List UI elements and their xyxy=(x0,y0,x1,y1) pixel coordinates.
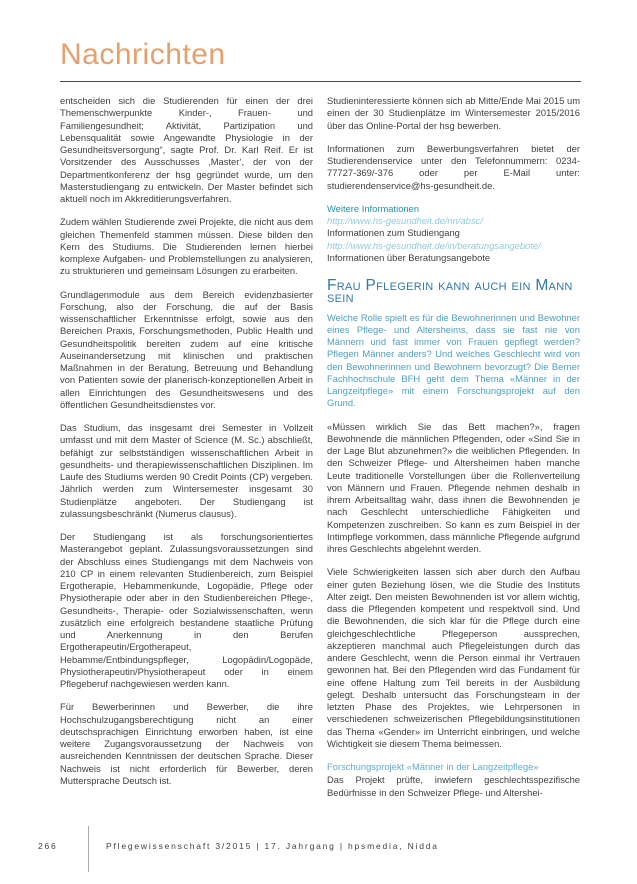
article-paragraph: Studieninteressierte können sich ab Mitte/Ende Mai 2015 um einen der 30 Studienplätze im Wintersemester 2015/2016 über das Online-Portal der hsg bewerben. xyxy=(327,95,580,131)
beratungsangebote-link[interactable]: http://www.hs-gesundheit.de/in/beratungsangebote/ xyxy=(327,239,541,251)
article-paragraph: Grundlagenmodule aus dem Bereich evidenzbasierter Forschung, also der Forschung, die auf der Basis wissenschaftlicher Erkenntnisse erfolgt, sowie aus den Bereichen Praxis, Forschungsmethoden, Public Health und Gesundheitspolitik bereiten zudem auf eine kritische Auseinandersetzung mit klinischen und praktischen Maßnahmen in der Beratung, Betreuung und Behandlung von Patienten sowie der planerisch-konzeptionellen Arbeit in allen Einrichtungen des Gesundheitswesens und des öffentlichen Gesundheitsdienstes vor. xyxy=(60,288,313,410)
article-paragraph: Viele Schwierigkeiten lassen sich aber durch den Aufbau einer guten Beziehung lösen, wie die Studie des Instituts Alter zeigt. Den meisten Bewohnenden ist vor allem wichtig, dass die Pflegenden kompetent und respektvoll sind. Und die Bewohnenden, die sich klar für die Pflege durch eine gleichgeschlechtliche Pflegeperson aussprechen, akzeptieren manchmal auch Pflegeleistungen durch das andere Geschlecht, wenn die Person einmal ihr Vertrauen gewonnen hat. Bei den Pflegenden wird das Fundament für eine offene Haltung zum Teil bereits in der Ausbildung gelegt. Deshalb untersucht das Forschungsteam in der letzten Phase des Projektes, wie Lehrpersonen in verschiedenen schweizerischen Pflegebildungsinstitutionen das Thema «Gender» im Unterricht einbringen, und welche Wichtigkeit sie diesem Thema beimessen. xyxy=(327,566,580,749)
studiengang-link-caption: Informationen zum Studiengang xyxy=(327,227,460,239)
article-heading: Frau Pflegerin kann auch ein Mann sein xyxy=(327,277,573,307)
left-column xyxy=(60,95,313,810)
article-subheading: Forschungsprojekt «Männer in der Langzeitpflege» xyxy=(327,761,539,772)
article-paragraph: Informationen zum Bewerbungsverfahren bietet der Studierendenservice unter den Telefonnummern: 0234-77727-369/-376 oder per E-Mail unter: studierendenservice@hs-gesundheit.de. xyxy=(327,142,580,191)
studiengang-link[interactable]: http://www.hs-gesundheit.de/nn/absc/ xyxy=(327,215,483,226)
page-number: 266 xyxy=(38,841,58,851)
two-column-layout xyxy=(60,95,581,810)
article-lead-paragraph: Welche Rolle spielt es für die Bewohnerinnen und Bewohner eines Pflege- und Altersheims, dass sie fast nie von Männern und fast immer von Frauen gepflegt werden? Pflegen Männer anders? Und welches Geschlecht wird von den Bewohnerinnen und Bewohnern bevorzugt? Die Berner Fachhochschule BFH geht dem Thema «Männer in der Langzeitpflege» mit einem Forschungsprojekt auf den Grund. xyxy=(327,311,580,409)
beratungsangebote-link-caption: Informationen über Beratungsangebote xyxy=(327,251,491,263)
journal-info: Pflegewissenschaft 3/2015 | 17. Jahrgang | hpsmedia, Nidda xyxy=(106,841,439,851)
footer-divider xyxy=(88,826,89,872)
page-title: Nachrichten xyxy=(60,38,226,71)
article-paragraph: «Müssen wirklich Sie das Bett machen?», fragen Bewohnende die männlichen Pflegenden, oder «Sind Sie in der Lage Blut abzunehmen?» die weiblichen Pflegenden. In den Schweizer Pflege- und Altersheimen haben manche Leute traditionelle Vorstellungen über die Rollenverteilung von Männern und Frauen. Pflegende nehmen deshalb in ihrem Arbeitsalltag wahr, dass ihnen die Bewohnenden je nach Geschlecht unterschiedliche Fähigkeiten und Kompetenzen zuschreiben. So kann es zum Beispiel in der Intimpflege vorkommen, dass männliche Pflegende aufgrund ihres Geschlechts abgelehnt werden. xyxy=(327,420,580,554)
title-rule xyxy=(60,81,581,82)
page-footer xyxy=(0,826,637,872)
article-paragraph: Für Bewerberinnen und Bewerber, die ihre Hochschulzugangsberechtigung nicht an einer deutschsprachigen Einrichtung erworben haben, ist eine weitere Zugangsvoraussetzung der Nachweis von ausreichenden Kenntnissen der deutschen Sprache. Dieser Nachweis ist nicht erforderlich für Bewerber, deren Muttersprache Deutsch ist. xyxy=(60,701,313,786)
article-paragraph: entscheiden sich die Studierenden für einen der drei Themenschwerpunkte Kinder-, Frauen- und Familiengesundheit; Aktivität, Partizipation und Lebensqualität sowie Angewandte Physiologie in der Gesundheitsversorgung“, sagte Prof. Dr. Karl Reif. Er ist Vorsitzender des Ausschusses ‚Master‘, der von der Departmentkonferenz der hsg gegründet wurde, um den Masterstudiengang zu entwickeln. Der Master befindet sich aktuell noch im Akkreditierungsverfahren. xyxy=(60,95,313,204)
article-paragraph: Das Projekt prüfte, inwiefern geschlechtsspezifische Bedürfnisse in den Schweizer Pflege- und Altershei- xyxy=(327,774,580,798)
further-info-block xyxy=(327,203,580,264)
page-content xyxy=(60,38,581,810)
article-paragraph: Das Studium, das insgesamt drei Semester in Vollzeit umfasst und mit dem Master of Science (M. Sc.) abschließt, befähigt zur selbstständigen wissenschaftlichen Arbeit in gesundheits- und therapiewissenschaftlichen Disziplinen. Im Laufe des Studiums werden 90 Credit Points (CP) vergeben. Jährlich werden zum Wintersemester insgesamt 30 Studienplätze angeboten. Der Studiengang ist zulassungsbeschränkt (Numerus clausus). xyxy=(60,422,313,519)
article-paragraph: Zudem wählen Studierende zwei Projekte, die nicht aus dem gleichen Themenfeld stammen müssen. Diese bilden den Kern des Studiums. Die Studierenden lernen hierbei komplexe Aufgaben- und Problemstellungen zu analysieren, zu strukturieren und gemeinsam Lösungen zu erarbeiten. xyxy=(60,216,313,277)
right-column xyxy=(327,95,580,810)
further-info-heading: Weitere Informationen xyxy=(327,202,420,214)
article-paragraph: Der Studiengang ist als forschungsorientiertes Masterangebot geplant. Zulassungsvoraussetzungen sind der Abschluss eines Studiengangs mit dem Nachweis von 210 CP in einem relevanten Studienbereich, zum Beispiel Ergotherapie, Hebammenkunde, Logopädie, Pflege oder Physiotherapie oder aber in den Studienbereichen Pflege-, Gesundheits-, Therapie- oder Sozialwissenschaften, wenn zusätzlich eine erfolgreich bestandene staatliche Prüfung und Anerkennung in den Berufen Ergotherapeutin/Ergotherapeut, Hebamme/Entbindungspfleger, Logopädin/Logopäde, Physiotherapeutin/Physiotherapeut oder in einem Pflegeberuf nachgewiesen werden kann. xyxy=(60,531,313,689)
